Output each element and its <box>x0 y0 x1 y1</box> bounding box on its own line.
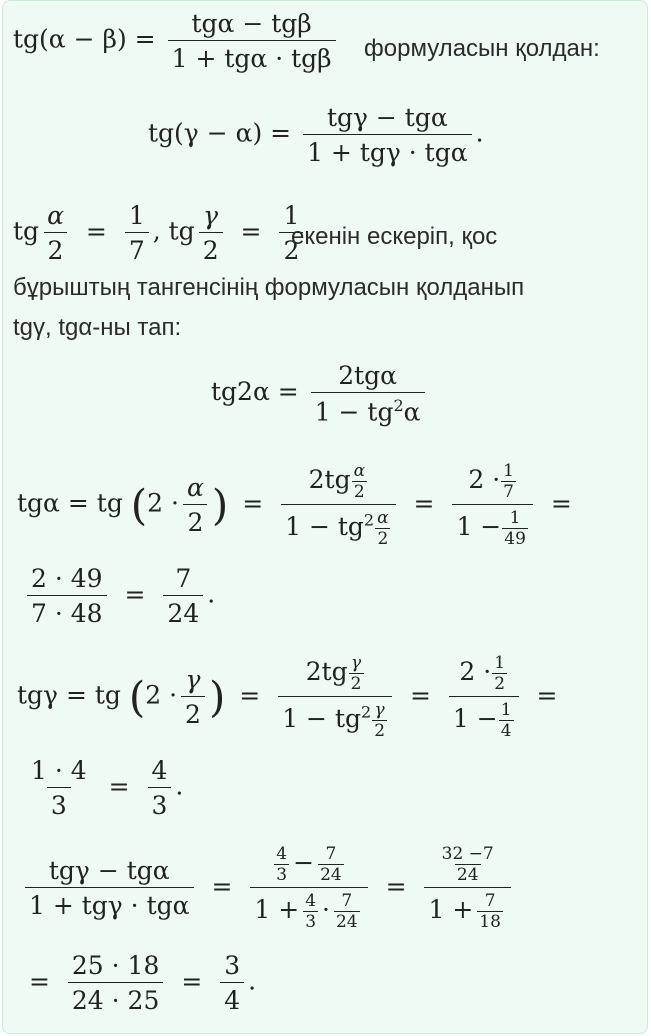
sub-fraction <box>501 461 516 502</box>
denominator: 24 <box>320 865 342 885</box>
den-part: 1 − tg <box>282 704 361 733</box>
equals: = <box>536 680 558 710</box>
denominator <box>278 696 392 741</box>
solution-panel <box>2 0 648 1034</box>
denominator <box>250 887 367 932</box>
numerator: 1 <box>128 201 145 230</box>
den-part: α <box>403 397 421 427</box>
denominator: 3 <box>276 865 288 885</box>
numerator <box>464 461 521 504</box>
denominator: 2 <box>44 232 68 265</box>
instruction-text: екенін ескеріп, қос <box>291 223 498 250</box>
den-part: 1 − tg <box>314 397 394 427</box>
equals: = <box>409 680 431 710</box>
numerator: γ <box>203 201 219 230</box>
numerator: α <box>353 461 366 481</box>
equals: = <box>211 871 233 901</box>
equals: = <box>385 871 407 901</box>
equals: = <box>85 216 107 246</box>
sub-fraction <box>499 700 514 741</box>
period: . <box>248 966 257 996</box>
equals: = <box>124 579 146 609</box>
numerator: 7 <box>484 891 496 911</box>
inner: 2 · <box>147 488 179 518</box>
denominator: 49 <box>504 529 526 549</box>
fraction <box>168 9 336 73</box>
sub-fraction <box>303 891 318 932</box>
period: . <box>475 118 484 148</box>
numerator: 25 · 18 <box>71 951 160 980</box>
numerator: tgγ − tgα <box>326 103 448 132</box>
numerator: 1 · 4 <box>31 756 87 785</box>
sub-fraction <box>375 508 390 549</box>
paren-close: ) <box>211 480 229 530</box>
fraction-1 <box>281 461 395 549</box>
fraction <box>27 756 91 820</box>
tg-label: tg <box>168 216 195 246</box>
operator: − <box>293 848 315 877</box>
exponent: 2 <box>361 702 372 722</box>
den-part: 1 − tg <box>285 512 364 541</box>
sub-fraction <box>352 461 367 502</box>
lhs: tg(γ − α) = <box>148 118 292 148</box>
period: . <box>207 579 216 609</box>
alpha-half <box>183 473 208 537</box>
numerator: α <box>377 508 389 528</box>
numerator: 4 <box>305 891 317 911</box>
denominator: 1 + tgα · tgβ <box>168 40 336 73</box>
fraction-2 <box>452 461 532 549</box>
comma: , <box>152 216 161 246</box>
tg-gamma-calculation <box>17 653 563 741</box>
denominator: 7 <box>125 232 149 265</box>
equals: = <box>108 771 130 801</box>
numerator: γ <box>351 653 362 673</box>
numerator: γ <box>374 700 385 720</box>
numerator <box>305 461 372 504</box>
denominator: 2 <box>377 529 389 549</box>
equals: = <box>239 680 261 710</box>
denominator: 24 <box>456 865 479 885</box>
den-part: 1 − <box>452 704 498 733</box>
numerator: tgα − tgβ <box>191 9 312 38</box>
equals: = <box>413 488 435 518</box>
denominator: 3 <box>148 787 172 820</box>
numerator <box>302 653 369 696</box>
equals: = <box>181 966 203 996</box>
sub-fraction <box>502 508 528 549</box>
numerator: 4 <box>276 844 288 864</box>
gamma-half <box>181 665 205 729</box>
result-fraction <box>220 951 244 1015</box>
fraction <box>311 361 425 426</box>
lhs: tgγ = tg <box>17 680 121 710</box>
paren-open: ( <box>130 480 148 530</box>
numerator: 1 <box>509 508 521 528</box>
tg-alpha-calculation <box>17 461 578 549</box>
inner: 2 · <box>145 680 178 710</box>
numerator: 1 <box>494 653 506 673</box>
numerator: 1 <box>503 461 514 481</box>
denominator: 1 + tgγ · tgα <box>25 887 194 920</box>
sub-fraction <box>349 653 364 694</box>
denominator: 1 + tgγ · tgα <box>303 134 472 167</box>
instruction-text: tgγ, tgα-ны тап: <box>13 314 182 341</box>
num-part: 2tg <box>308 465 351 494</box>
fraction-0 <box>25 856 194 920</box>
equals: = <box>29 966 50 996</box>
tg-gamma-result <box>23 756 183 820</box>
numerator: 4 <box>151 756 168 785</box>
instruction-text: бұрыштың тангенсінің формуласын қолданып <box>13 274 525 301</box>
sub-fraction <box>477 891 503 932</box>
denominator: 2 <box>350 674 362 694</box>
denominator <box>452 504 532 549</box>
tg-label: tg <box>13 216 40 246</box>
denominator: 2 <box>181 696 205 729</box>
numerator <box>266 844 351 887</box>
numerator: α <box>47 201 64 230</box>
tg-alpha-result <box>23 564 215 628</box>
lhs: tg(α − β) = <box>13 24 156 54</box>
formula-double-angle <box>211 361 429 426</box>
paren-open: ( <box>128 672 146 722</box>
formula-tg-difference-gamma-alpha <box>148 103 484 167</box>
lhs: tgα = tg <box>17 488 123 518</box>
period: . <box>175 771 184 801</box>
numerator: 3 <box>224 951 241 980</box>
denominator: 2 <box>199 232 223 265</box>
result-fraction <box>163 564 203 628</box>
denominator: 3 <box>47 787 71 820</box>
sub-fraction <box>334 891 360 932</box>
denominator: 2 <box>353 482 365 502</box>
numerator: 7 <box>175 564 192 593</box>
numerator: 32 −7 <box>441 844 494 864</box>
fraction <box>303 103 472 167</box>
alpha-half <box>43 201 68 265</box>
instruction-text: формуласын қолдан: <box>364 35 600 62</box>
numerator <box>432 844 504 887</box>
denominator: 2 <box>279 232 303 265</box>
num-part: 2 · <box>459 657 492 686</box>
formula-tg-difference-alpha-beta <box>13 9 340 73</box>
sub-fraction <box>492 653 507 694</box>
num-part: 2tg <box>305 657 348 686</box>
given-half-angle-values <box>13 201 307 265</box>
final-calculation <box>21 844 515 932</box>
denominator: 7 <box>503 482 514 502</box>
result-fraction <box>148 756 172 820</box>
denominator <box>311 392 425 426</box>
final-result <box>23 951 256 1015</box>
sub-fraction <box>440 844 496 885</box>
fraction-2 <box>424 844 510 932</box>
equals: = <box>550 488 572 518</box>
den-part: 1 − <box>456 512 502 541</box>
denominator: 4 <box>220 982 244 1015</box>
numerator: α <box>186 473 204 502</box>
numerator: 2tgα <box>338 361 398 390</box>
one-seventh <box>125 201 149 265</box>
lhs: tg2α = <box>211 377 299 407</box>
fraction-2 <box>449 653 519 741</box>
equals: = <box>242 488 264 518</box>
denominator <box>281 504 395 549</box>
denominator: 7 · 48 <box>27 595 107 628</box>
num-part: 2 · <box>468 465 501 494</box>
fraction-1 <box>278 653 392 741</box>
denominator: 18 <box>479 912 501 932</box>
denominator <box>449 696 519 741</box>
denominator <box>424 887 510 932</box>
numerator <box>455 653 512 696</box>
fraction-1 <box>250 844 367 932</box>
fraction <box>27 564 107 628</box>
sub-fraction <box>274 844 289 885</box>
sub-fraction <box>372 700 387 741</box>
denominator: 3 <box>305 912 317 932</box>
numerator: 1 <box>283 201 300 230</box>
denominator: 24 <box>335 912 358 932</box>
fraction <box>68 951 163 1015</box>
numerator: tgγ − tgα <box>48 856 170 885</box>
den-part: 1 + <box>254 895 300 924</box>
denominator: 2 <box>183 504 207 537</box>
numerator: 7 <box>325 844 337 864</box>
denominator: 24 <box>163 595 203 628</box>
exponent: 2 <box>363 510 375 530</box>
numerator: 1 <box>500 700 512 720</box>
denominator: 2 <box>374 721 386 741</box>
numerator: γ <box>185 665 201 694</box>
gamma-half <box>199 201 223 265</box>
exponent: 2 <box>393 396 404 415</box>
denominator: 24 · 25 <box>68 982 163 1015</box>
numerator: 2 · 49 <box>31 564 103 593</box>
sub-fraction <box>318 844 344 885</box>
numerator: 7 <box>341 891 353 911</box>
denominator: 4 <box>500 721 512 741</box>
equals: = <box>240 216 262 246</box>
paren-close: ) <box>208 672 226 722</box>
operator: · <box>322 895 330 924</box>
denominator: 2 <box>494 674 506 694</box>
den-part: 1 + <box>428 895 474 924</box>
